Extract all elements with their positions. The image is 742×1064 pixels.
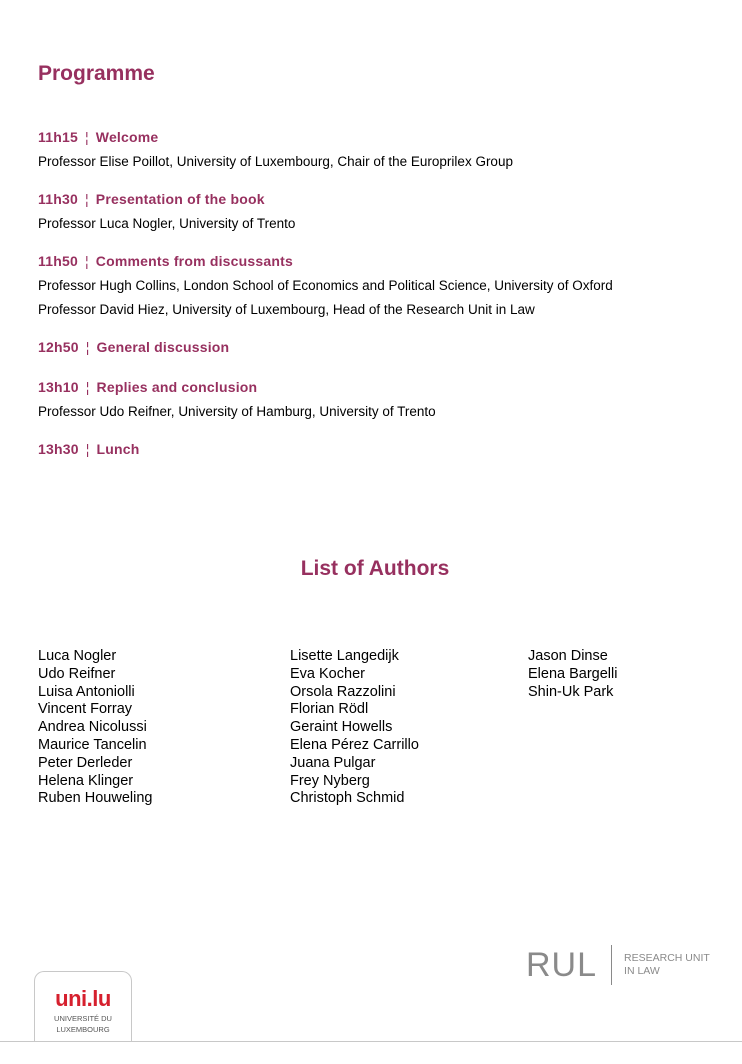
item-time: 12h50 bbox=[38, 339, 79, 355]
university-logo-line: LUXEMBOURG bbox=[56, 1025, 110, 1034]
item-separator: ¦ bbox=[84, 191, 89, 207]
author-name: Luisa Antoniolli bbox=[38, 683, 135, 700]
item-speaker: Professor Luca Nogler, University of Trento bbox=[38, 216, 296, 231]
item-time: 13h30 bbox=[38, 441, 79, 457]
author-name: Helena Klinger bbox=[38, 772, 134, 789]
programme-list bbox=[38, 128, 718, 474]
rul-logo-mark: RUL bbox=[526, 945, 598, 984]
programme-item bbox=[38, 378, 718, 424]
item-separator: ¦ bbox=[84, 253, 89, 269]
item-time: 13h10 bbox=[38, 379, 79, 395]
rul-logo-text bbox=[624, 952, 710, 978]
author-name: Maurice Tancelin bbox=[38, 736, 147, 753]
author-name: Jason Dinse bbox=[528, 648, 608, 664]
author-name: Elena Bargelli bbox=[528, 665, 618, 682]
author-name: Elena Pérez Carrillo bbox=[290, 736, 419, 753]
item-title: Replies and conclusion bbox=[96, 379, 258, 395]
programme-item bbox=[38, 190, 718, 236]
item-title: Lunch bbox=[96, 441, 140, 457]
university-logo bbox=[34, 971, 132, 1042]
programme-title: Programme bbox=[38, 62, 155, 85]
item-separator: ¦ bbox=[85, 339, 90, 355]
item-separator: ¦ bbox=[85, 441, 90, 457]
rul-logo bbox=[526, 944, 710, 986]
programme-item bbox=[38, 252, 718, 322]
author-name: Luca Nogler bbox=[38, 648, 117, 664]
author-name: Ruben Houweling bbox=[38, 790, 153, 807]
author-name: Christoph Schmid bbox=[290, 790, 405, 807]
authors-title: List of Authors bbox=[300, 557, 450, 580]
programme-item bbox=[38, 128, 718, 174]
item-speaker: Professor Elise Poillot, University of Luxembourg, Chair of the Europrilex Group bbox=[38, 154, 513, 169]
university-logo-line: UNIVERSITÉ DU bbox=[54, 1014, 112, 1023]
author-name: Shin-Uk Park bbox=[528, 683, 614, 700]
author-name: Geraint Howells bbox=[290, 719, 393, 736]
rul-logo-text-line: RESEARCH UNIT bbox=[624, 952, 710, 964]
rul-logo-text-line: IN LAW bbox=[624, 965, 660, 977]
university-logo-mark: uni.lu bbox=[55, 986, 111, 1011]
authors-column-3 bbox=[528, 648, 617, 701]
programme-item bbox=[38, 338, 718, 356]
item-time: 11h30 bbox=[38, 191, 78, 207]
author-name: Juana Pulgar bbox=[290, 754, 376, 771]
programme-item bbox=[38, 440, 718, 458]
author-name: Andrea Nicolussi bbox=[38, 719, 147, 736]
item-title: Comments from discussants bbox=[95, 253, 293, 269]
item-title: General discussion bbox=[96, 339, 230, 355]
author-name: Peter Derleder bbox=[38, 754, 133, 771]
item-speaker: Professor David Hiez, University of Luxembourg, Head of the Research Unit in Law bbox=[38, 302, 535, 317]
author-name: Eva Kocher bbox=[290, 665, 365, 682]
authors-column-2 bbox=[290, 648, 419, 808]
item-title: Welcome bbox=[95, 129, 159, 145]
author-name: Lisette Langedijk bbox=[290, 648, 399, 664]
author-name: Florian Rödl bbox=[290, 701, 369, 718]
item-time: 11h50 bbox=[38, 253, 78, 269]
footer-divider bbox=[0, 1041, 742, 1042]
item-title: Presentation of the book bbox=[95, 191, 265, 207]
author-name: Frey Nyberg bbox=[290, 772, 370, 789]
authors-column-1 bbox=[38, 648, 152, 808]
author-name: Orsola Razzolini bbox=[290, 683, 396, 700]
item-speaker: Professor Hugh Collins, London School of Economics and Political Science, University of Oxford bbox=[38, 278, 613, 293]
item-separator: ¦ bbox=[84, 129, 89, 145]
item-separator: ¦ bbox=[85, 379, 90, 395]
author-name: Vincent Forray bbox=[38, 701, 133, 718]
item-time: 11h15 bbox=[38, 129, 78, 145]
rul-logo-divider bbox=[611, 945, 612, 985]
item-speaker: Professor Udo Reifner, University of Hamburg, University of Trento bbox=[38, 404, 436, 419]
author-name: Udo Reifner bbox=[38, 665, 116, 682]
